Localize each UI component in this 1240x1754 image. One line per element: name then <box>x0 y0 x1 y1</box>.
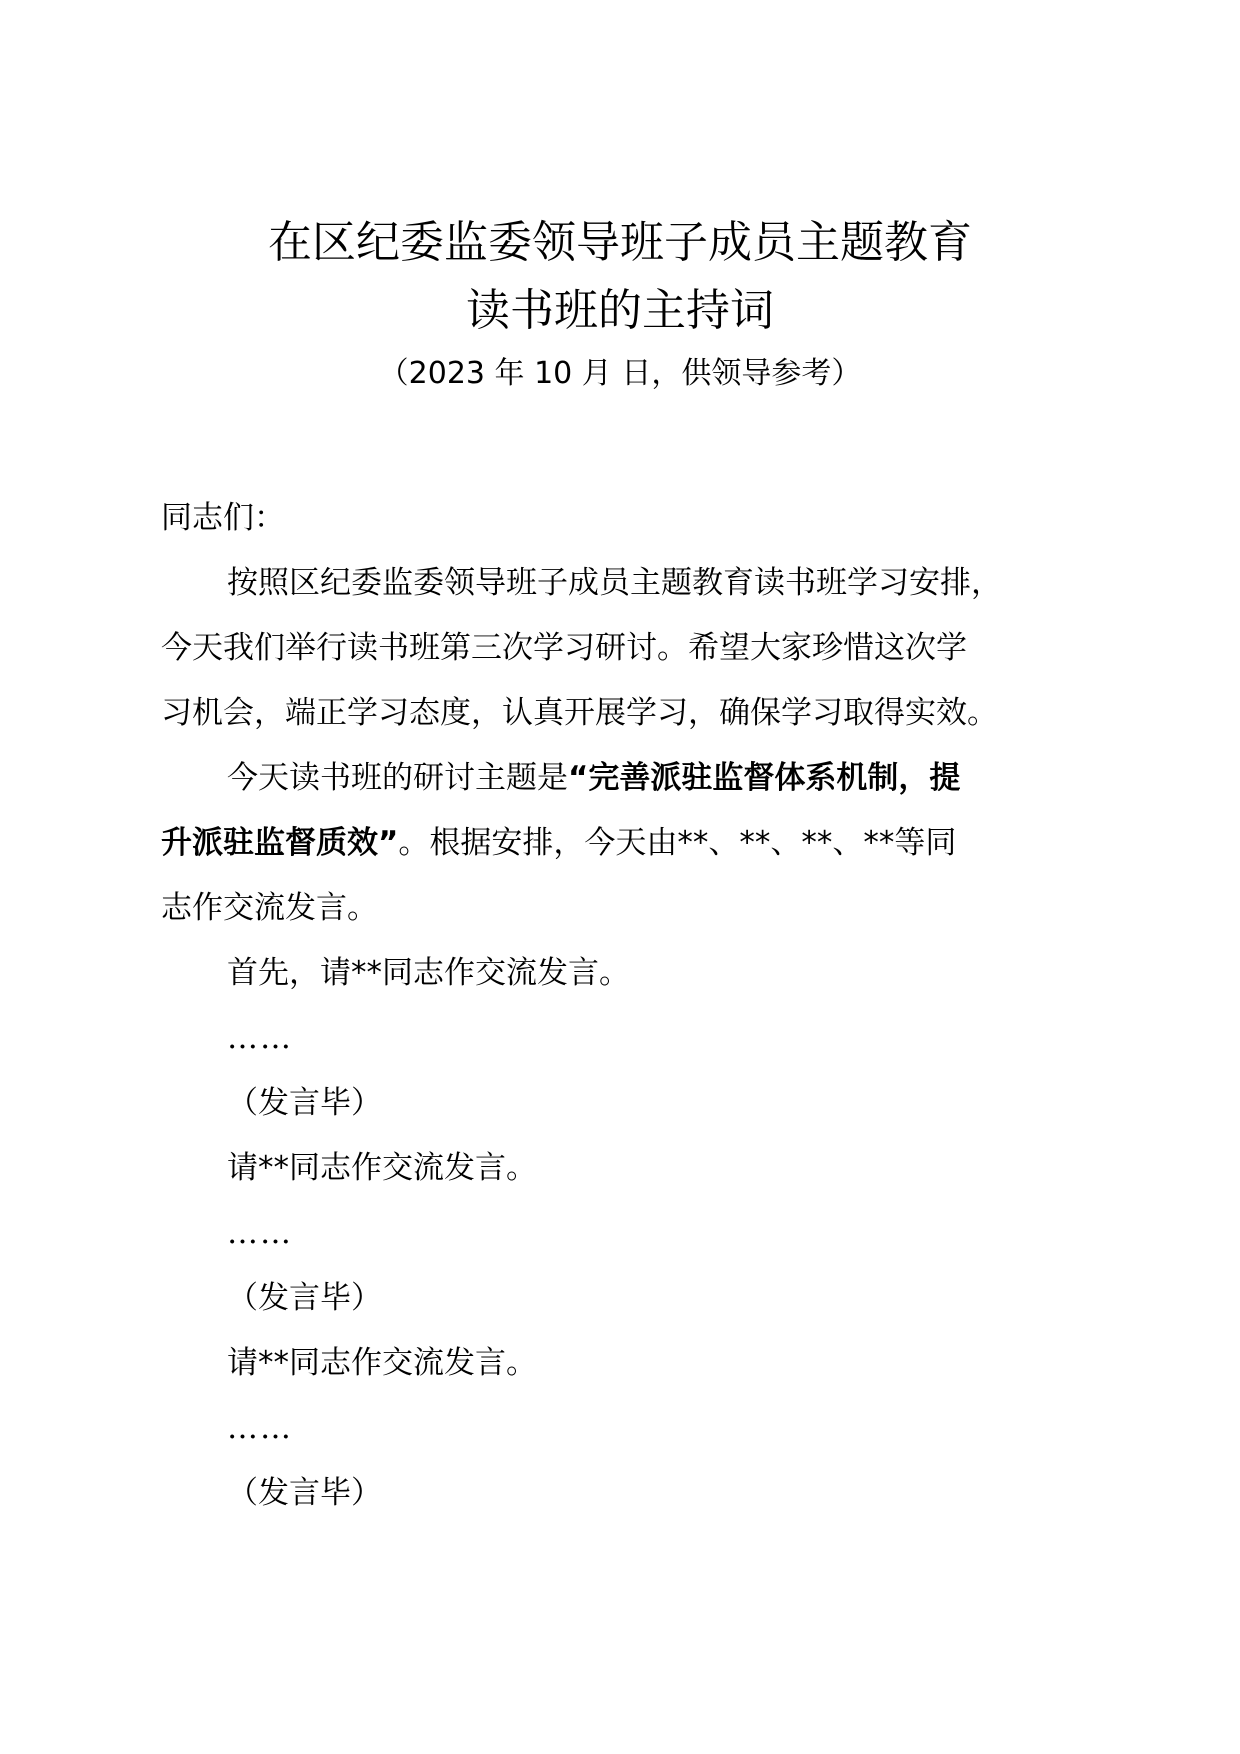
topic-bold-text-2: 升派驻监督质效” <box>161 825 399 861</box>
topic-lead-text: 今天读书班的研讨主题是 <box>227 760 568 796</box>
paragraph-topic-line-3: 志作交流发言。 <box>161 890 378 926</box>
document-body <box>161 486 1121 1526</box>
speech-end-2: （发言毕） <box>227 1280 382 1316</box>
paragraph-topic-line-1 <box>161 746 1121 811</box>
topic-bold-text-1: “完善派驻监督体系机制，提 <box>568 760 961 796</box>
paragraph-topic <box>161 746 1121 941</box>
paragraph-topic-line-2 <box>161 811 1121 876</box>
ellipsis-3: …… <box>227 1410 293 1446</box>
salutation: 同志们： <box>161 500 285 536</box>
speech-end-1: （发言毕） <box>227 1085 382 1121</box>
paragraph-intro-line-3: 习机会，端正学习态度，认真开展学习，确保学习取得实效。 <box>161 695 998 731</box>
speech-end-3: （发言毕） <box>227 1475 382 1511</box>
paragraph-intro-line-2: 今天我们举行读书班第三次学习研讨。希望大家珍惜这次学 <box>161 630 967 666</box>
topic-speakers-text: 。根据安排，今天由**、**、**、**等同 <box>398 825 957 861</box>
ellipsis-2: …… <box>227 1215 293 1251</box>
second-speaker-line: 请**同志作交流发言。 <box>227 1150 537 1186</box>
paragraph-intro <box>161 551 1121 746</box>
document-subtitle: （2023 年 10 月 日，供领导参考） <box>378 356 862 391</box>
ellipsis-1: …… <box>227 1020 293 1056</box>
document-title-line-1: 在区纪委监委领导班子成员主题教育 <box>268 217 972 268</box>
document-title-line-2: 读书班的主持词 <box>466 285 774 336</box>
first-speaker-line: 首先，请**同志作交流发言。 <box>227 955 630 991</box>
third-speaker-line: 请**同志作交流发言。 <box>227 1345 537 1381</box>
paragraph-intro-line-1: 按照区纪委监委领导班子成员主题教育读书班学习安排， <box>227 565 1002 601</box>
